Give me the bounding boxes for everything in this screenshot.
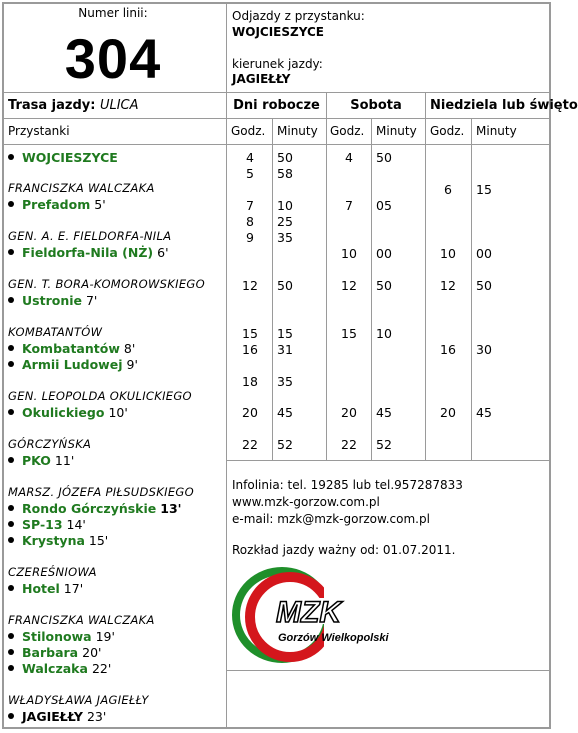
bullet-icon bbox=[8, 361, 14, 367]
weekdays-minute: 45 bbox=[277, 405, 293, 420]
stop-travel-time: 15' bbox=[88, 533, 109, 548]
bullet-icon bbox=[8, 521, 14, 527]
stops-header: Przystanki bbox=[8, 124, 70, 138]
stop-travel-time: 7' bbox=[85, 293, 98, 308]
weekdays-minute: 25 bbox=[277, 214, 293, 229]
weekdays-minute: 15 bbox=[277, 326, 293, 341]
stop-travel-time: 22' bbox=[91, 661, 112, 676]
bullet-icon bbox=[8, 154, 14, 160]
divider bbox=[4, 118, 549, 119]
direction-stop: JAGIEŁŁY bbox=[232, 72, 291, 86]
divider bbox=[4, 144, 549, 145]
stop-item bbox=[8, 197, 106, 212]
stop-name: Rondo Górczyńskie bbox=[22, 501, 157, 516]
bullet-icon bbox=[8, 201, 14, 207]
saturday-hours-header: Godz. bbox=[330, 124, 365, 138]
saturday-minute: 50 bbox=[376, 278, 392, 293]
stop-item bbox=[8, 533, 108, 548]
stop-name: Walczaka bbox=[22, 661, 88, 676]
stop-name: SP-13 bbox=[22, 517, 63, 532]
saturday-hour: 7 bbox=[345, 198, 353, 213]
saturday-hour: 12 bbox=[341, 278, 357, 293]
email-text: e-mail: mzk@mzk-gorzow.com.pl bbox=[232, 512, 430, 526]
stop-item bbox=[8, 245, 169, 260]
street-name: MARSZ. JÓZEFA PIŁSUDSKIEGO bbox=[8, 485, 194, 499]
street-name: GEN. LEOPOLDA OKULICKIEGO bbox=[8, 389, 192, 403]
valid-from-text: Rozkład jazdy ważny od: 01.07.2011. bbox=[232, 543, 456, 557]
saturday-minute: 50 bbox=[376, 150, 392, 165]
bullet-icon bbox=[8, 649, 14, 655]
weekdays-minute: 35 bbox=[277, 374, 293, 389]
stop-travel-time: 9' bbox=[126, 357, 138, 372]
stop-travel-time: 10' bbox=[108, 405, 128, 420]
stop-name: Barbara bbox=[22, 645, 79, 660]
saturday-minute: 00 bbox=[376, 246, 392, 261]
stop-item bbox=[8, 357, 138, 372]
weekdays-hour: 5 bbox=[246, 166, 254, 181]
route-title-label: Trasa jazdy: bbox=[8, 98, 96, 113]
divider bbox=[226, 460, 549, 461]
logo-text: MZK bbox=[276, 596, 341, 629]
direction-label: kierunek jazdy: bbox=[232, 57, 323, 71]
stop-item bbox=[8, 150, 118, 165]
stop-travel-time: 19' bbox=[95, 629, 115, 644]
website-link[interactable]: www.mzk-gorzow.com.pl bbox=[232, 495, 380, 509]
sunday-hour: 10 bbox=[440, 246, 456, 261]
weekdays-hour: 12 bbox=[242, 278, 258, 293]
stop-travel-time: 23' bbox=[86, 709, 107, 724]
weekdays-minute: 52 bbox=[277, 437, 293, 452]
route-title-value: ULICA bbox=[99, 98, 139, 113]
stop-item bbox=[8, 661, 111, 676]
departure-stop: WOJCIESZYCE bbox=[232, 25, 324, 39]
stop-item bbox=[8, 517, 86, 532]
weekdays-hour: 4 bbox=[246, 150, 254, 165]
stop-name: Kombatantów bbox=[22, 341, 120, 356]
line-number-label: Numer linii: bbox=[78, 6, 148, 20]
stop-name: Krystyna bbox=[22, 533, 85, 548]
saturday-minute: 10 bbox=[376, 326, 392, 341]
divider bbox=[226, 670, 549, 671]
sunday-hour: 20 bbox=[440, 405, 456, 420]
weekdays-hour: 7 bbox=[246, 198, 254, 213]
divider bbox=[425, 92, 426, 460]
weekdays-minute: 10 bbox=[277, 198, 293, 213]
stop-travel-time: 17' bbox=[63, 581, 84, 596]
saturday-hour: 4 bbox=[345, 150, 353, 165]
stop-item bbox=[8, 645, 101, 660]
saturday-hour: 20 bbox=[341, 405, 357, 420]
stop-name: Okulickiego bbox=[22, 405, 105, 420]
stop-travel-time: 14' bbox=[66, 517, 86, 532]
stop-item bbox=[8, 405, 128, 420]
weekdays-hour: 9 bbox=[246, 230, 254, 245]
weekdays-minute: 50 bbox=[277, 150, 293, 165]
stop-name: Ustronie bbox=[22, 293, 82, 308]
saturday-header: Sobota bbox=[350, 98, 402, 113]
weekdays-minutes-header: Minuty bbox=[277, 124, 318, 138]
weekdays-hour: 15 bbox=[242, 326, 258, 341]
weekdays-hour: 18 bbox=[242, 374, 258, 389]
stop-item bbox=[8, 629, 115, 644]
sunday-minute: 50 bbox=[476, 278, 492, 293]
divider bbox=[4, 92, 549, 93]
route-title bbox=[8, 98, 139, 113]
stop-name: Fieldorfa-Nila (NŻ) bbox=[22, 245, 154, 260]
line-number: 304 bbox=[64, 27, 162, 90]
bullet-icon bbox=[8, 537, 14, 543]
street-name: FRANCISZKA WALCZAKA bbox=[8, 181, 155, 195]
divider bbox=[371, 118, 372, 460]
street-name: FRANCISZKA WALCZAKA bbox=[8, 613, 155, 627]
stop-travel-time: 5' bbox=[94, 197, 106, 212]
sunday-hour: 16 bbox=[440, 342, 456, 357]
saturday-minutes-header: Minuty bbox=[376, 124, 417, 138]
stop-name: Stilonowa bbox=[22, 629, 92, 644]
sunday-hour: 6 bbox=[444, 182, 452, 197]
stop-name: WOJCIESZYCE bbox=[22, 150, 118, 165]
stop-travel-time: 8' bbox=[123, 341, 136, 356]
saturday-hour: 15 bbox=[341, 326, 357, 341]
bullet-icon bbox=[8, 297, 14, 303]
street-name: GEN. A. E. FIELDORFA-NILA bbox=[8, 229, 172, 243]
bullet-icon bbox=[8, 665, 14, 671]
sunday-minute: 45 bbox=[476, 405, 492, 420]
stop-name: Hotel bbox=[22, 581, 60, 596]
divider bbox=[272, 118, 273, 460]
stop-name: JAGIEŁŁY bbox=[22, 709, 83, 724]
weekdays-hour: 20 bbox=[242, 405, 258, 420]
bullet-icon bbox=[8, 249, 14, 255]
saturday-minute: 52 bbox=[376, 437, 392, 452]
bullet-icon bbox=[8, 585, 14, 591]
sunday-minutes-header: Minuty bbox=[476, 124, 517, 138]
hotline-text: Infolinia: tel. 19285 lub tel.957287833 bbox=[232, 478, 463, 492]
stop-name: Armii Ludowej bbox=[22, 357, 123, 372]
street-name: WŁADYSŁAWA JAGIEŁŁY bbox=[8, 693, 149, 707]
bullet-icon bbox=[8, 505, 14, 511]
weekdays-minute: 35 bbox=[277, 230, 293, 245]
weekdays-hour: 8 bbox=[246, 214, 254, 229]
stop-travel-time: 6' bbox=[157, 245, 169, 260]
saturday-minute: 45 bbox=[376, 405, 392, 420]
stop-name: Prefadom bbox=[22, 197, 91, 212]
mzk-logo bbox=[230, 568, 430, 664]
sunday-hour: 12 bbox=[440, 278, 456, 293]
divider bbox=[471, 118, 472, 460]
street-name: CZEREŚNIOWA bbox=[8, 565, 97, 579]
departures-label: Odjazdy z przystanku: bbox=[232, 9, 365, 23]
sunday-minute: 15 bbox=[476, 182, 492, 197]
weekdays-header: Dni robocze bbox=[233, 98, 320, 113]
stop-item bbox=[8, 501, 182, 516]
stop-item bbox=[8, 293, 97, 308]
bullet-icon bbox=[8, 713, 14, 719]
weekdays-minute: 50 bbox=[277, 278, 293, 293]
stop-travel-time: 20' bbox=[82, 645, 102, 660]
street-name: KOMBATANTÓW bbox=[8, 325, 103, 339]
saturday-hour: 10 bbox=[341, 246, 357, 261]
sunday-hours-header: Godz. bbox=[430, 124, 465, 138]
saturday-minute: 05 bbox=[376, 198, 392, 213]
mzk-logo-graphic bbox=[230, 568, 430, 664]
sunday-minute: 00 bbox=[476, 246, 492, 261]
street-name: GEN. T. BORA-KOMOROWSKIEGO bbox=[8, 277, 205, 291]
logo-subtitle: Gorzów Wielkopolski bbox=[278, 632, 389, 644]
sunday-minute: 30 bbox=[476, 342, 492, 357]
weekdays-hours-header: Godz. bbox=[231, 124, 266, 138]
weekdays-hour: 22 bbox=[242, 437, 258, 452]
weekdays-minute: 58 bbox=[277, 166, 293, 181]
weekdays-minute: 31 bbox=[277, 342, 293, 357]
street-name: GÓRCZYŃSKA bbox=[8, 437, 92, 451]
bullet-icon bbox=[8, 345, 14, 351]
stop-name: PKO bbox=[22, 453, 51, 468]
bullet-icon bbox=[8, 457, 14, 463]
stop-item bbox=[8, 581, 83, 596]
divider bbox=[326, 92, 327, 460]
weekdays-hour: 16 bbox=[242, 342, 258, 357]
bullet-icon bbox=[8, 633, 14, 639]
stop-travel-time: 11' bbox=[54, 453, 75, 468]
stop-item bbox=[8, 709, 106, 724]
sunday-header: Niedziela lub święto bbox=[430, 98, 578, 113]
saturday-hour: 22 bbox=[341, 437, 357, 452]
bullet-icon bbox=[8, 409, 14, 415]
stop-travel-time: 13' bbox=[160, 501, 182, 516]
stop-item bbox=[8, 453, 74, 468]
stop-item bbox=[8, 341, 135, 356]
